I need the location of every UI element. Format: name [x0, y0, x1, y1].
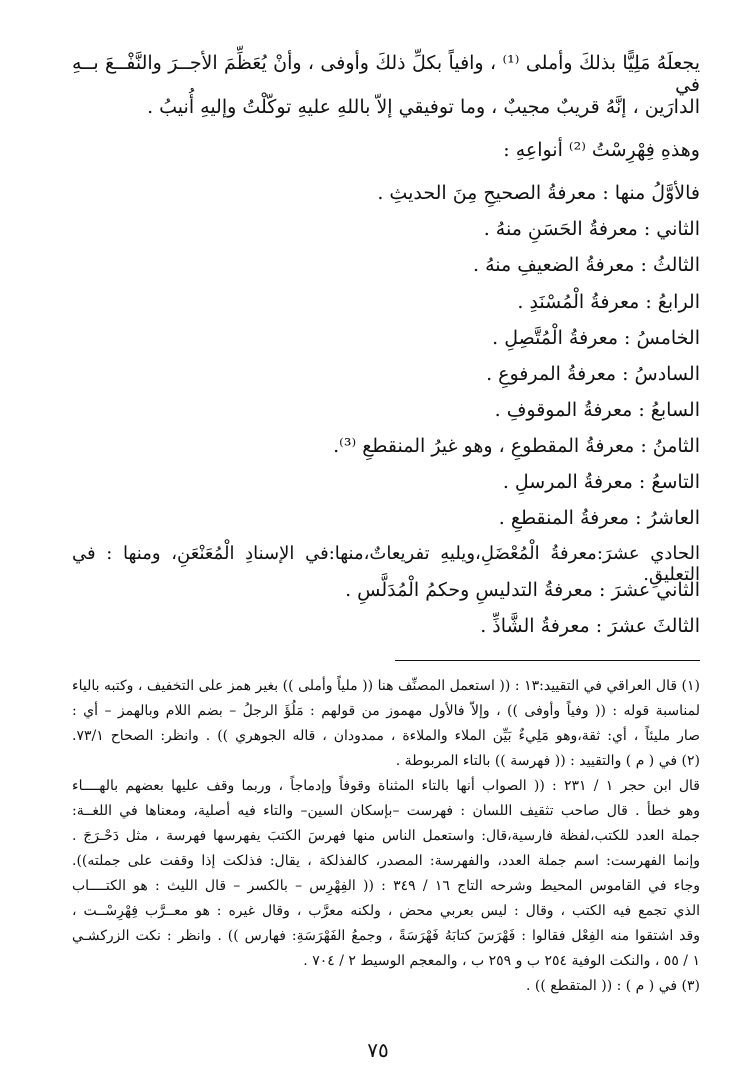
footnote-1-line-3: صار مليئاً ، أي: ثقة،وهو مَلِيءٌ بَيِّن الملاء والملاءة ، ممدودان ، قاله الجوهري )) . وانظر: الصحاح ٧٣/١. — [72, 728, 700, 744]
footnote-1-line-2: لمناسبة قوله : (( وفياً وأوفى )) ، وإلاّ فالأول مهموز من قولهم : مَلُؤَ الرجلُ – بضم اللام وبالهمز – أي : — [72, 703, 700, 719]
footnote-2-line-5: وإنما الفهرست: اسم جملة العدد، والفهرسة: المصدر، كالفذلكة ، يقال: فذلكت إذا وقفت على جملته)). — [72, 853, 700, 869]
type-3-line: الثالثُ : معرفةُ الضعيفِ منهُ . — [473, 254, 700, 276]
type-6-line: السادسُ : معرفةُ المرفوعِ . — [486, 363, 700, 385]
footnote-2-line-7: الذي تجمع فيه الكتب ، وقال : ليس بعربي محض ، ولكنه معرَّب ، وقال غيره : هو معــرَّب فِهْرِسْــت ، — [72, 903, 700, 919]
type-5-line: الخامسُ : معرفةُ الْمُتَّصِلِ . — [492, 327, 700, 349]
type-11-line: الحادي عشرَ:معرفةُ الْمُعْضَلِ،ويليهِ تفريعاتٌ،منها:في الإسنادِ الْمُعَنْعَنِ، ومنها : في التعليقِ. — [72, 543, 700, 585]
type-1-line: فالأوَّلُ منها : معرفةُ الصحيحِ مِنَ الحديثِ . — [377, 182, 700, 204]
footnote-2-line-4: جملة العدد للكتب،لفظة فارسية،قال: واستعمل الناس منها فهرسَ الكتبَ يفهرسها فهرسة ، مثل دَحْـرَجَ . — [72, 828, 700, 844]
footnote-2-line-1: (٢) في ( م ) والتقييد : (( فهرسة )) بالتاء المربوطة . — [395, 753, 700, 769]
body-line-1: يجعلَهُ مَلِيًّا بذلكَ وأملى ⁽¹⁾ ، وافياً بكلِّ ذلكَ وأوفى ، وأنْ يُعَظِّمَ الأجــرَ والنَّفْــعَ بــهِ في — [72, 52, 700, 96]
footnote-2-line-2: قال ابن حجر ١ / ٢٣١ : (( الصواب أنها بالتاء المثناة وقوفاً وإدماجاً ، وربما وقف عليها بعضهم بالهــــاء — [72, 778, 700, 794]
footnote-2-line-6: وجاء في القاموس المحيط وشرحه التاج ١٦ / ٣٤٩ : (( الفِهْرِس – بالكسر – قال الليث : هو الكتــــاب — [72, 878, 700, 894]
footnote-1-line-1: (١) قال العراقي في التقييد:١٣ : (( استعمل المصنِّف هنا (( ملياً وأملى )) بغير همز على التخفيف ، وكتبه بالياء — [72, 678, 700, 694]
type-10-line: العاشرُ : معرفةُ المنقطعِ . — [498, 507, 700, 529]
body-line-3: وهذهِ فِهْرِسْتُ ⁽²⁾ أنواعِهِ : — [503, 139, 700, 161]
type-9-line: التاسعُ : معرفةُ المرسلِ . — [502, 471, 700, 493]
type-8-line: الثامنُ : معرفةُ المقطوعِ ، وهو غيرُ المنقطعِ ⁽³⁾. — [333, 435, 700, 457]
footnote-2-line-9: ١ / ٥٥ ، والنكت الوفية ٢٥٤ ب و ٢٥٩ ب ، والمعجم الوسيط ٢ / ٧٠٤ . — [303, 953, 700, 969]
type-2-line: الثاني : معرفةُ الحَسَنِ منهُ . — [483, 218, 700, 240]
footnote-3-line-1: (٣) في ( م ) : (( المتقطع )) . — [526, 978, 700, 994]
type-7-line: السابعُ : معرفةُ الموقوفِ . — [494, 399, 700, 421]
type-13-line: الثالثَ عشرَ : معرفةُ الشَّاذِّ . — [480, 615, 700, 637]
type-12-line: الثاني عشرَ : معرفةُ التدليسِ وحكمُ الْمُدَلَّسِ . — [345, 579, 700, 601]
body-line-2: الدارَين ، إنَّهُ قريبٌ مجيبٌ ، وما توفيقي إلاّ باللهِ عليهِ توكّلْتُ وإليهِ أُنيبُ . — [147, 96, 700, 118]
page-number: ٧٥ — [367, 1038, 389, 1062]
footnote-2-line-8: وقد اشتقوا منه الفِعْل فقالوا : فَهْرَسَ كتابَهُ فَهْرَسَةً ، وجمعُ الفَهْرَسَةِ: فهارس )) . وانظر : نكت الزركشـي — [72, 928, 700, 944]
footnote-2-line-3: وهو خطأ . قال صاحب تثقيف اللسان : فهرست –بإسكان السين– والتاء فيه أصلية، ومعناها في اللغــة: — [72, 803, 700, 819]
type-4-line: الرابعُ : معرفةُ الْمُسْنَدِ . — [517, 291, 700, 313]
footnote-separator — [395, 660, 700, 661]
